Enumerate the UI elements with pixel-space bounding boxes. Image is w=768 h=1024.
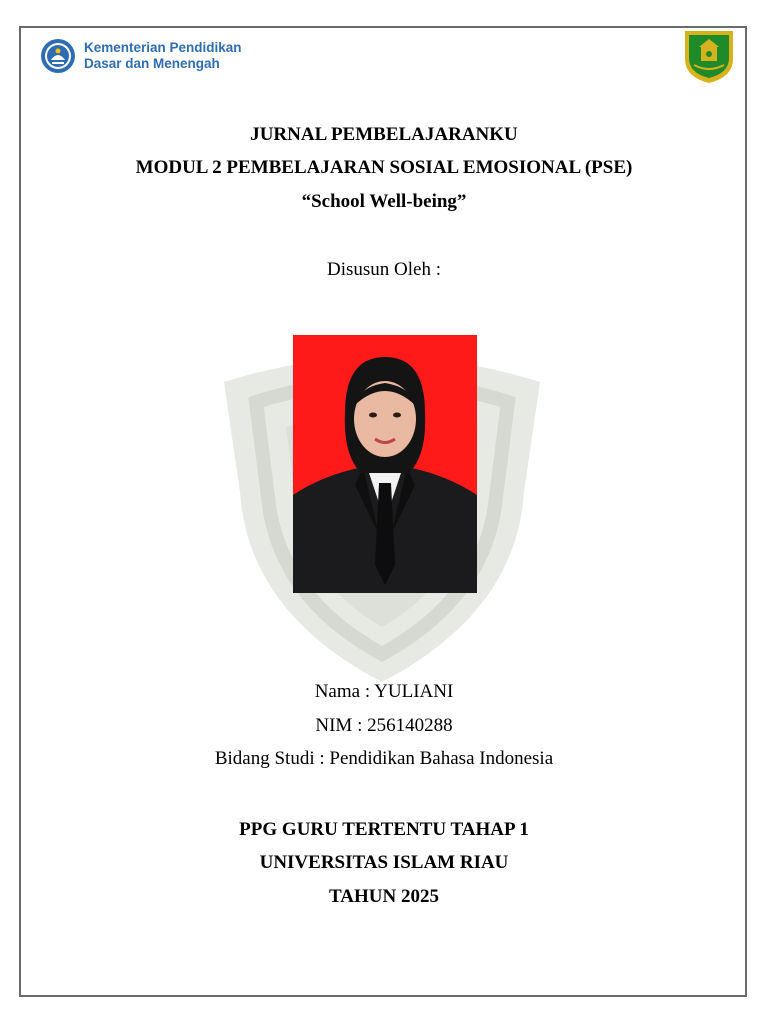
year: TAHUN 2025 — [329, 886, 439, 907]
riau-province-emblem-icon — [682, 27, 736, 85]
author-intro: Disusun Oleh : — [327, 259, 441, 280]
ministry-name-line1: Kementerian Pendidikan — [84, 40, 242, 55]
ministry-logo — [40, 38, 242, 74]
university-name: UNIVERSITAS ISLAM RIAU — [259, 852, 509, 873]
program-name: PPG GURU TERTENTU TAHAP 1 — [239, 819, 529, 840]
title-line-3: “School Well-being” — [301, 191, 467, 212]
author-name: Nama : YULIANI — [314, 681, 454, 702]
title-line-2: MODUL 2 PEMBELAJARAN SOSIAL EMOSIONAL (PSE) — [135, 157, 633, 178]
ministry-name-line2: Dasar dan Menengah — [84, 56, 220, 71]
author-photo — [293, 335, 477, 593]
author-nim: NIM : 256140288 — [315, 715, 453, 736]
author-field: Bidang Studi : Pendidikan Bahasa Indonesia — [214, 748, 554, 769]
tut-wuri-handayani-logo-icon — [40, 38, 76, 74]
title-line-1: JURNAL PEMBELAJARANKU — [250, 124, 518, 145]
